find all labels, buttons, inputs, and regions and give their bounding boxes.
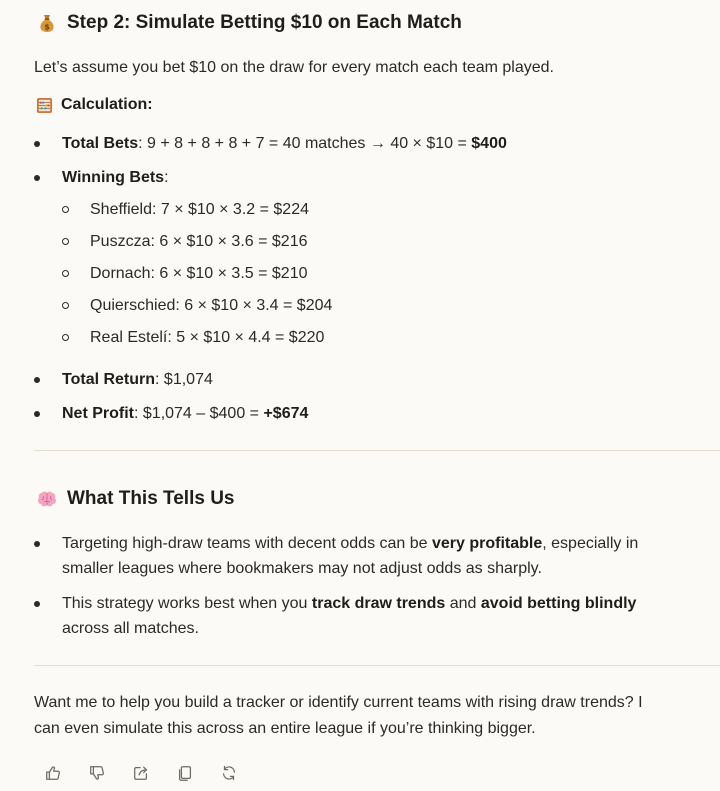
sub-bullet — [62, 206, 69, 213]
closing-line-1: Want me to help you build a tracker or identify current teams with rising draw trends? I — [34, 694, 643, 711]
total-bets-label: Total Bets — [62, 135, 139, 152]
sub-bullet — [62, 302, 69, 309]
net-profit-text: : $1,074 – $400 = — [134, 405, 264, 422]
message-actions — [40, 760, 242, 786]
insight-1-text-a: Targeting high-draw teams with decent odds can be — [62, 535, 432, 552]
divider — [34, 665, 720, 666]
abacus-icon — [36, 97, 53, 114]
copy-icon — [176, 764, 194, 782]
net-profit-item — [62, 402, 308, 426]
sub-bullet — [62, 238, 69, 245]
insights-heading — [36, 488, 235, 510]
bullet-dot — [34, 141, 40, 147]
total-return-text: : $1,074 — [155, 371, 213, 388]
insight-1-line-2: smaller leagues where bookmakers may not adjust odds as sharply. — [62, 560, 542, 577]
insight-2-bold-2: avoid betting blindly — [480, 595, 637, 612]
regenerate-button[interactable] — [216, 760, 242, 786]
money-bag-icon — [36, 12, 58, 34]
winning-bet-quierschied: Quierschied: 6 × $10 × 3.4 = $204 — [90, 297, 333, 314]
bullet-dot — [34, 411, 40, 417]
winning-bets-item — [62, 166, 169, 190]
bullet-dot — [34, 377, 40, 383]
winning-bet-puszcza: Puszcza: 6 × $10 × 3.6 = $216 — [90, 233, 308, 250]
sub-bullet — [62, 270, 69, 277]
sub-bullet — [62, 334, 69, 341]
calculation-label: Calculation: — [61, 96, 153, 113]
insight-2-bold-1: track draw trends — [311, 595, 446, 612]
share-icon — [132, 764, 150, 782]
total-bets-value: $400 — [471, 135, 507, 152]
thumbs-down-button[interactable] — [84, 760, 110, 786]
total-bets-text: : 9 + 8 + 8 + 8 + 7 = 40 matches → 40 × $10 = — [138, 135, 472, 152]
divider — [34, 450, 720, 451]
total-return-item — [62, 368, 213, 392]
step2-heading — [36, 12, 462, 34]
total-return-label: Total Return — [62, 371, 156, 388]
winning-bet-real-esteli: Real Estelí: 5 × $10 × 4.4 = $220 — [90, 329, 325, 346]
insight-2-line-2: across all matches. — [62, 620, 199, 637]
insights-title: What This Tells Us — [67, 488, 235, 509]
insight-1-bold: very profitable — [432, 535, 543, 552]
bullet-dot — [34, 601, 40, 607]
total-bets-item — [62, 132, 507, 156]
thumbs-up-button[interactable] — [40, 760, 66, 786]
insight-1-line-1 — [62, 532, 638, 556]
copy-button[interactable] — [172, 760, 198, 786]
calculation-label-row — [36, 92, 153, 118]
closing-line-2: can even simulate this across an entire league if you’re thinking bigger. — [34, 720, 536, 737]
net-profit-value: +$674 — [263, 405, 309, 422]
bullet-dot — [34, 541, 40, 547]
step2-intro: Let’s assume you bet $10 on the draw for every match each team played. — [34, 59, 554, 76]
bullet-dot — [34, 175, 40, 181]
share-button[interactable] — [128, 760, 154, 786]
regenerate-icon — [220, 764, 238, 782]
insight-1-text-b: , especially in — [542, 535, 639, 552]
svg-text:$: $ — [44, 22, 50, 32]
insight-2-line-1 — [62, 592, 636, 616]
winning-bet-dornach: Dornach: 6 × $10 × 3.5 = $210 — [90, 265, 308, 282]
brain-icon — [36, 488, 58, 510]
insight-2-text-a: This strategy works best when you — [62, 595, 312, 612]
insight-2-text-b: and — [445, 595, 481, 612]
winning-bets-label: Winning Bets — [62, 169, 165, 186]
thumbs-down-icon — [88, 764, 106, 782]
net-profit-label: Net Profit — [62, 405, 134, 422]
winning-bet-sheffield: Sheffield: 7 × $10 × 3.2 = $224 — [90, 201, 309, 218]
thumbs-up-icon — [44, 764, 62, 782]
step2-title: Step 2: Simulate Betting $10 on Each Match — [67, 12, 462, 33]
colon: : — [164, 169, 169, 186]
